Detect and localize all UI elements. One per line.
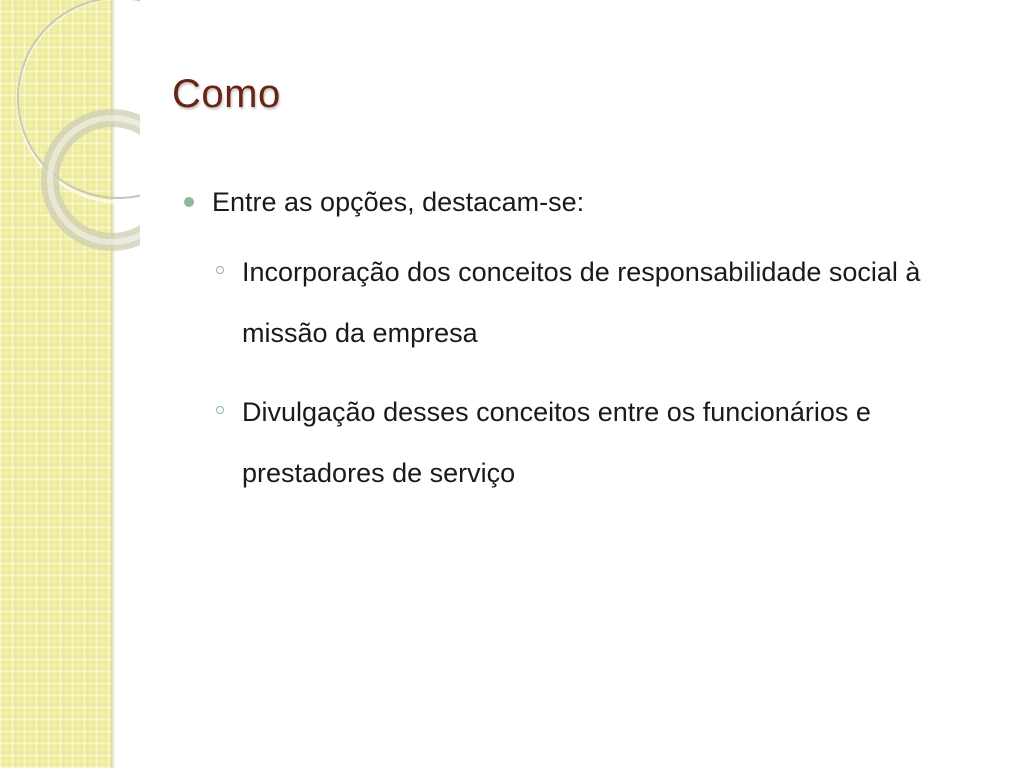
sub-bullet-item <box>180 382 990 504</box>
bullet-ring-icon <box>216 266 224 274</box>
bullet-dot-icon <box>184 197 194 207</box>
sub-bullet-item <box>180 242 990 364</box>
sub-bullet-list <box>180 242 990 504</box>
sub-bullet-text: Divulgação desses conceitos entre os funcionários e prestadores de serviço <box>242 397 871 488</box>
large-circle-shadow <box>18 0 140 202</box>
decorative-circles <box>0 0 140 260</box>
small-circle-ring <box>50 118 140 242</box>
sub-bullet-text: Incorporação dos conceitos de responsabilidade social à missão da empresa <box>242 257 921 348</box>
slide-title: Como <box>172 72 281 116</box>
bullet-text: Entre as opções, destacam-se: <box>212 187 585 217</box>
bullet-ring-icon <box>216 406 224 414</box>
large-circle <box>18 0 140 198</box>
bullet-item <box>180 180 990 224</box>
slide-content <box>180 180 990 522</box>
